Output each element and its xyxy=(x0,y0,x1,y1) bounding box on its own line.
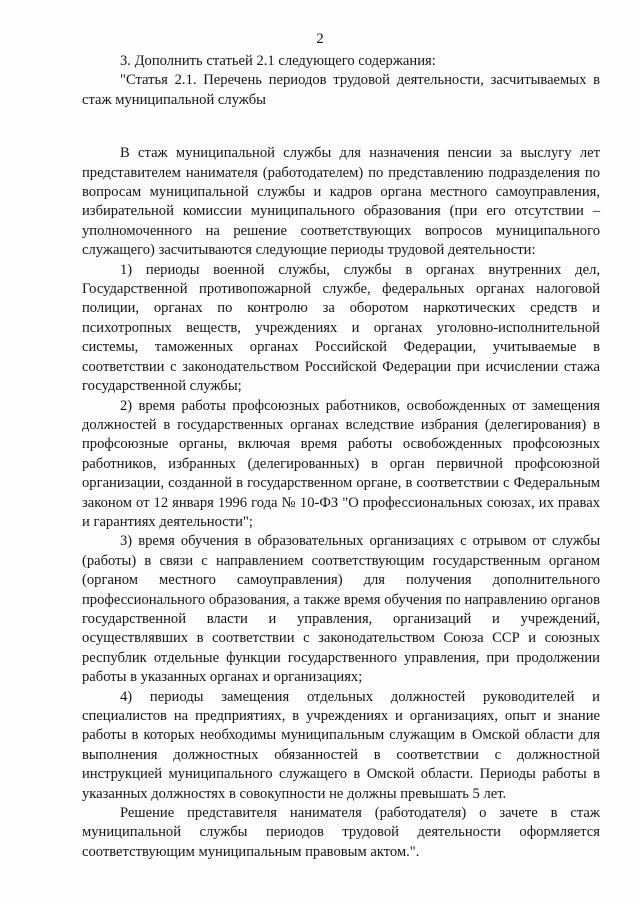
document-body xyxy=(82,52,600,862)
article-heading: "Статья 2.1. Перечень периодов трудовой деятельности, засчитываемых в стаж муниципальной службы xyxy=(82,72,600,108)
closing-paragraph: Решение представителя нанимателя (работодателя) о зачете в стаж муниципальной службы периодов трудовой деятельности оформляется соответствующим муниципальным правовым актом.". xyxy=(82,805,600,860)
article-intro-paragraph: В стаж муниципальной службы для назначения пенсии за выслугу лет представителем нанимателя (работодателем) по представлению подразделения по вопросам муниципальной службы и кадров органа местного самоуправления, избирательной комиссии муниципального образования (при его отсутствии – уполномоченного на решение соответствующих вопросов муниципального служащего) засчитываются следующие периоды трудовой деятельности: xyxy=(82,145,600,259)
list-item-3: 3) время обучения в образовательных организациях с отрывом от службы (работы) в связи с направлением соответствующим государственным органом (органом местного самоуправления) для получения дополнительного профессионального образования, а также время обучения по направлению органов государственной власти и управления, организаций и учреждений, осуществлявших в соответствии с законодательством Союза ССР и союзных республик отдельные функции государственного управления, при продолжении работы в указанных органах и организациях; xyxy=(82,533,600,686)
list-item-2: 2) время работы профсоюзных работников, освобожденных от замещения должностей в государственных органах вследствие избрания (делегирования) в профсоюзные органы, включая время работы освобожденных профсоюзных работников, избранных (делегированных) в орган первичной профсоюзной организации, созданной в государственном органе, в соответствии с Федеральным законом от 12 января 1996 года № 10-ФЗ "О профессиональных союзах, их правах и гарантиях деятельности"; xyxy=(82,397,600,530)
amendment-instruction: 3. Дополнить статьей 2.1 следующего содержания: xyxy=(120,53,436,69)
page-number: 2 xyxy=(316,31,324,47)
list-item-4: 4) периоды замещения отдельных должностей руководителей и специалистов на предприятиях, в учреждениях и организациях, опыт и знание работы в которых необходимы муниципальным служащим в Омской области для выполнения должностных обязанностей в соответствии с должностной инструкцией муниципального служащего в Омской области. Периоды работы в указанных должностях в совокупности не должны превышать 5 лет. xyxy=(82,688,600,802)
list-item-1: 1) периоды военной службы, службы в органах внутренних дел, Государственной противопожарной службе, федеральных органах налоговой полиции, органах по контролю за оборотом наркотических средств и психотропных веществ, учреждениях и органах уголовно-исполнительной системы, таможенных органах Российской Федерации, учитываемые в соответствии с законодательством Российской Федерации при исчислении стажа государственной службы; xyxy=(82,261,600,395)
